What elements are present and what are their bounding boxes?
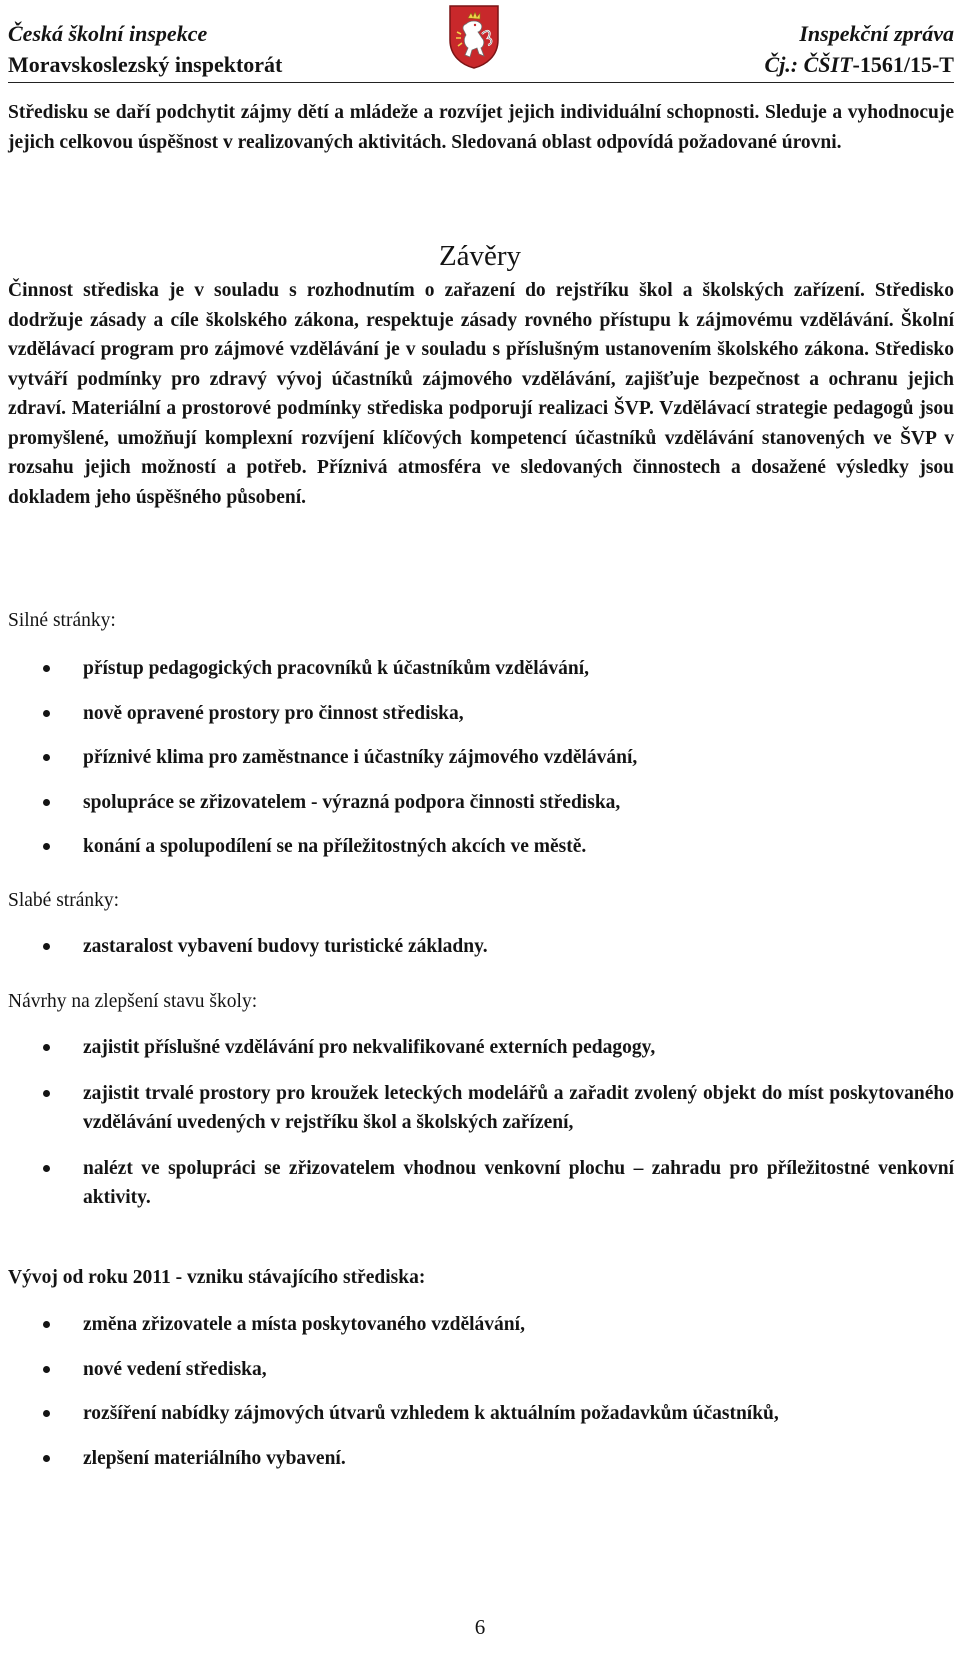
- strengths-list: [0, 654, 960, 862]
- bullet-icon: [43, 1410, 50, 1417]
- bullet-icon: [43, 1165, 50, 1172]
- header-right: [765, 18, 954, 80]
- bullet-icon: [43, 1366, 50, 1373]
- list-item: zlepšení materiálního vybavení.: [0, 1444, 960, 1474]
- bullet-icon: [43, 665, 50, 672]
- development-list: [0, 1310, 960, 1473]
- bullet-icon: [43, 1090, 50, 1097]
- header-left: [8, 18, 282, 80]
- strengths-label: Silné stránky:: [8, 610, 116, 631]
- bullet-icon: [43, 843, 50, 850]
- czech-lion-emblem-icon: [448, 4, 500, 70]
- list-item: konání a spolupodílení se na příležitostných akcích ve městě.: [0, 832, 960, 862]
- list-item: rozšíření nabídky zájmových útvarů vzhledem k aktuálním požadavkům účastníků,: [0, 1399, 960, 1429]
- section-heading-conclusions: Závěry: [438, 240, 522, 272]
- weaknesses-list: [0, 932, 960, 962]
- improvements-label: Návrhy na zlepšení stavu školy:: [8, 991, 258, 1012]
- improvements-list: [0, 1033, 960, 1213]
- header-divider: [8, 82, 954, 83]
- list-item: zajistit trvalé prostory pro kroužek leteckých modelářů a zařadit zvolený objekt do míst poskytovaného vzdělávání uvedených v rejstříku škol a školských zařízení,: [0, 1079, 960, 1138]
- intro-paragraph: Středisku se daří podchytit zájmy dětí a mládeže a rozvíjet jejich individuální schopnosti. Sleduje a vyhodnocuje jejich celkovou úspěšnost v realizovaných aktivitách. Sledovaná oblast odpovídá požadované úrovni.: [8, 102, 954, 153]
- development-label: Vývoj od roku 2011 - vzniku stávajícího střediska:: [8, 1267, 426, 1288]
- list-item: změna zřizovatele a místa poskytovaného vzdělávání,: [0, 1310, 960, 1340]
- weaknesses-label: Slabé stránky:: [8, 890, 120, 911]
- list-item: příznivé klima pro zaměstnance i účastníky zájmového vzdělávání,: [0, 743, 960, 773]
- reference-prefix: Čj.: ČŠIT: [764, 52, 853, 77]
- list-item: nalézt ve spolupráci se zřizovatelem vhodnou venkovní plochu – zahradu pro příležitostné venkovní aktivity.: [0, 1154, 960, 1213]
- list-item: zajistit příslušné vzdělávání pro nekvalifikované externích pedagogy,: [0, 1033, 960, 1063]
- list-item: zastaralost vybavení budovy turistické základny.: [0, 932, 960, 962]
- page-number: 6: [474, 1615, 486, 1639]
- bullet-icon: [43, 1044, 50, 1051]
- list-item: nové vedení střediska,: [0, 1355, 960, 1385]
- bullet-icon: [43, 1455, 50, 1462]
- header-report-type: Inspekční zpráva: [799, 21, 954, 46]
- bullet-icon: [43, 943, 50, 950]
- header-institution: Česká školní inspekce: [8, 21, 208, 46]
- bullet-icon: [43, 799, 50, 806]
- conclusion-paragraph: Činnost střediska je v souladu s rozhodnutím o zařazení do rejstříku škol a školských zařízení. Středisko dodržuje zásady a cíle školského zákona, respektuje zásady rovného přístupu k zájmovému vzdělávání. Školní vzdělávací program pro zájmové vzdělávání je v souladu s příslušným ustanovením školského zákona. Středisko vytváří podmínky pro zdravý vývoj účastníků zájmového vzdělávání, zajišťuje bezpečnost a ochranu jejich zdraví. Materiální a prostorové podmínky střediska podporují realizaci ŠVP. Vzdělávací strategie pedagogů jsou promyšlené, umožňují komplexní rozvíjení klíčových kompetencí účastníků vzdělávání stanovených ve ŠVP v rozsahu jejich možností a potřeb. Příznivá atmosféra ve sledovaných činnostech a dosažené výsledky jsou dokladem jeho úspěšného působení.: [8, 280, 954, 508]
- header-inspectorate: Moravskoslezský inspektorát: [8, 52, 283, 77]
- list-item: přístup pedagogických pracovníků k účastníkům vzdělávání,: [0, 654, 960, 684]
- bullet-icon: [43, 754, 50, 761]
- bullet-icon: [43, 1321, 50, 1328]
- list-item: nově opravené prostory pro činnost střediska,: [0, 699, 960, 729]
- bullet-icon: [43, 710, 50, 717]
- header-reference-number: [765, 49, 954, 80]
- reference-suffix: -1561/15-T: [852, 52, 954, 77]
- list-item: spolupráce se zřizovatelem - výrazná podpora činnosti střediska,: [0, 788, 960, 818]
